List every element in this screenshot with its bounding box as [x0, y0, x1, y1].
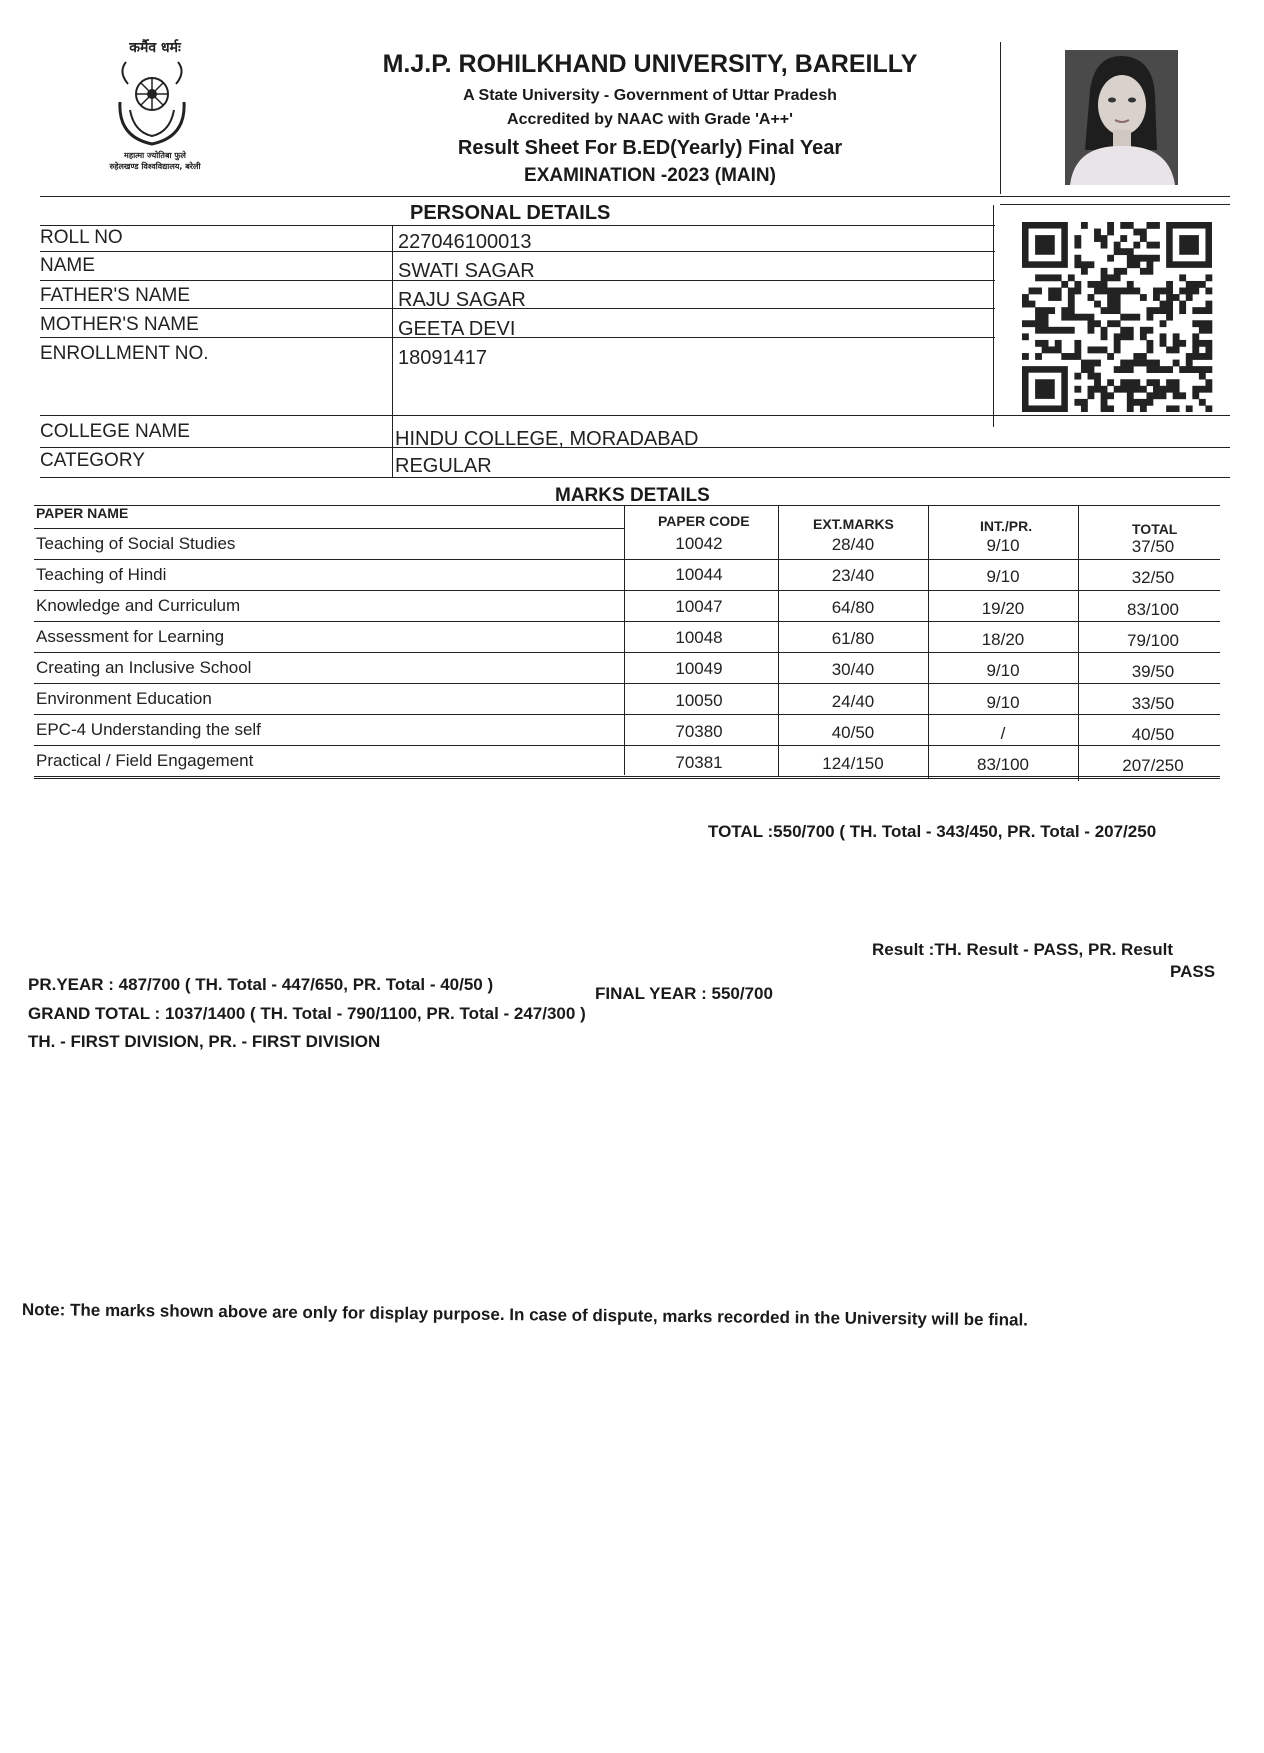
university-logo	[90, 32, 220, 172]
col-header-paper-code: PAPER CODE	[658, 513, 750, 529]
col-header-ext-marks: EXT.MARKS	[813, 516, 894, 532]
col-header-paper-name: PAPER NAME	[36, 505, 129, 521]
label-college-name: COLLEGE NAME	[40, 421, 190, 442]
logo-text-2: रुहेलखण्ड विश्वविद्यालय, बरेली	[109, 162, 201, 171]
table-row	[34, 623, 1220, 654]
int-pr-cell: 9/10	[986, 536, 1020, 555]
ext-marks-cell: 124/150	[822, 754, 884, 774]
ext-marks-cell: 24/40	[831, 691, 875, 711]
ext-marks-cell: 61/80	[831, 628, 875, 648]
paper-code-cell: 10042	[675, 534, 723, 553]
table-row	[34, 592, 1220, 623]
total-cell: 207/250	[1122, 756, 1184, 776]
final-year-total: FINAL YEAR : 550/700	[595, 984, 773, 1003]
total-cell: 33/50	[1131, 693, 1175, 713]
paper-code-cell: 70381	[675, 753, 723, 773]
paper-code-cell: 10047	[675, 596, 723, 616]
paper-code-cell: 70380	[675, 721, 723, 741]
exam-title: EXAMINATION -2023 (MAIN)	[524, 165, 776, 186]
total-summary: TOTAL :550/700 ( TH. Total - 343/450, PR. Total - 207/250	[708, 822, 1157, 841]
paper-name-cell: EPC-4 Understanding the self	[36, 720, 261, 739]
pr-year-line: PR.YEAR : 487/700 ( TH. Total - 447/650, PR. Total - 40/50 )	[28, 975, 494, 994]
paper-name-cell: Environment Education	[36, 689, 212, 708]
logo-text-1: महात्मा ज्योतिबा फुले	[124, 151, 186, 160]
ext-marks-cell: 23/40	[831, 566, 875, 586]
paper-name-cell: Teaching of Hindi	[36, 565, 167, 584]
label-roll-no: ROLL NO	[40, 227, 123, 248]
ext-marks-cell: 30/40	[831, 660, 875, 680]
total-cell: 39/50	[1131, 662, 1175, 682]
table-row	[34, 747, 1220, 778]
value-mother-name: GEETA DEVI	[398, 318, 516, 340]
paper-name-cell: Assessment for Learning	[36, 627, 225, 646]
int-pr-cell: 83/100	[977, 755, 1029, 775]
result-line: Result :TH. Result - PASS, PR. Result	[872, 940, 1174, 959]
ext-marks-cell: 28/40	[831, 535, 875, 554]
naac-line: Accredited by NAAC with Grade 'A++'	[507, 111, 793, 128]
paper-name-cell: Knowledge and Curriculum	[36, 596, 241, 615]
total-cell: 37/50	[1131, 537, 1175, 556]
value-category: REGULAR	[395, 455, 492, 477]
paper-code-cell: 10048	[675, 627, 723, 647]
paper-name-cell: Creating an Inclusive School	[36, 658, 252, 677]
total-cell: 40/50	[1131, 724, 1175, 744]
division-line: TH. - FIRST DIVISION, PR. - FIRST DIVISION	[28, 1032, 381, 1051]
col-header-total: TOTAL	[1132, 521, 1178, 537]
student-photo	[1065, 50, 1178, 185]
label-mother-name: MOTHER'S NAME	[40, 314, 199, 335]
label-enrollment-no: ENROLLMENT NO.	[40, 343, 209, 364]
table-row	[34, 716, 1220, 747]
paper-code-cell: 10050	[675, 690, 723, 710]
qr-code	[1022, 222, 1214, 412]
table-row	[34, 685, 1220, 716]
result-pass: PASS	[1170, 962, 1216, 981]
int-pr-cell: 9/10	[986, 661, 1020, 681]
paper-name-cell: Practical / Field Engagement	[36, 751, 254, 770]
personal-details-title: PERSONAL DETAILS	[410, 202, 611, 224]
marks-details-title: MARKS DETAILS	[555, 485, 710, 506]
table-row	[34, 530, 1220, 561]
int-pr-cell: 19/20	[981, 598, 1025, 618]
university-name: M.J.P. ROHILKHAND UNIVERSITY, BAREILLY	[382, 50, 918, 78]
label-category: CATEGORY	[40, 450, 145, 471]
result-sheet-title: Result Sheet For B.ED(Yearly) Final Year	[457, 137, 843, 159]
label-name: NAME	[40, 255, 95, 276]
total-cell: 32/50	[1131, 568, 1175, 588]
total-cell: 79/100	[1127, 630, 1179, 650]
total-cell: 83/100	[1127, 599, 1179, 619]
state-university-line: A State University - Government of Uttar Pradesh	[463, 87, 837, 104]
col-header-int-pr: INT./PR.	[980, 518, 1033, 534]
ext-marks-cell: 64/80	[831, 597, 875, 617]
label-father-name: FATHER'S NAME	[40, 285, 191, 306]
grand-total-line: GRAND TOTAL : 1037/1400 ( TH. Total - 790/1100, PR. Total - 247/300 )	[28, 1004, 586, 1023]
value-father-name: RAJU SAGAR	[398, 289, 526, 311]
value-college-name: HINDU COLLEGE, MORADABAD	[395, 428, 699, 450]
int-pr-cell: 18/20	[981, 629, 1025, 649]
table-row	[34, 654, 1220, 685]
paper-code-cell: 10049	[675, 659, 723, 679]
table-row	[34, 561, 1220, 592]
int-pr-cell: 9/10	[986, 692, 1020, 712]
value-roll-no: 227046100013	[398, 231, 532, 253]
int-pr-cell: /	[1000, 723, 1006, 743]
ext-marks-cell: 40/50	[831, 722, 875, 742]
logo-motto: कर्मैव धर्मः	[129, 40, 181, 56]
value-name: SWATI SAGAR	[398, 260, 535, 282]
int-pr-cell: 9/10	[986, 567, 1020, 587]
disclaimer-note: Note: The marks shown above are only for display purpose. In case of dispute, marks recorded in the University will be final.	[21, 1300, 1029, 1330]
value-enrollment-no: 18091417	[398, 347, 487, 369]
paper-code-cell: 10044	[675, 565, 723, 585]
paper-name-cell: Teaching of Social Studies	[36, 534, 236, 553]
